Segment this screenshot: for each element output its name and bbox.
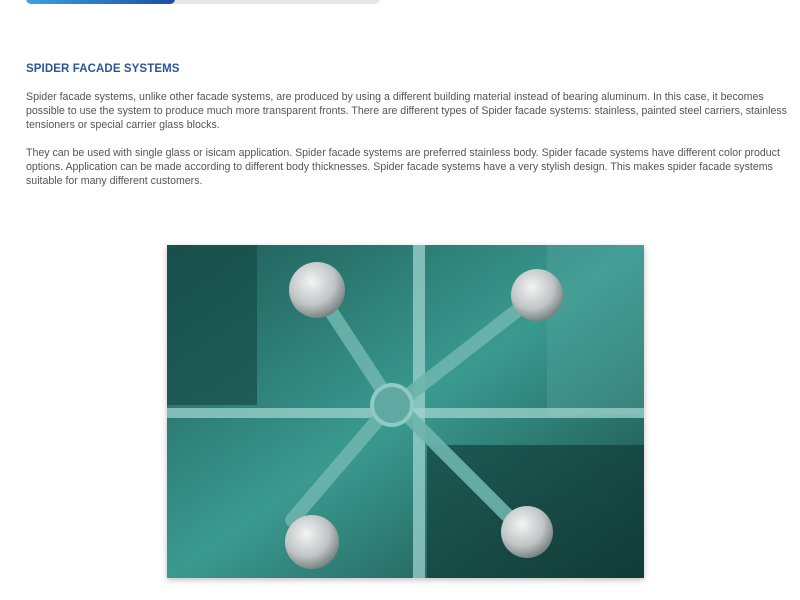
spider-facade-photo	[167, 245, 644, 578]
progress-fill	[26, 0, 175, 4]
paragraph-2: They can be used with single glass or isicam application. Spider facade systems are preferred stainless body. Spider facade systems have different color product options. Application can be made according to different body thicknesses. Spider facade systems have a very stylish design. This makes spider facade systems suitable for many different customers.	[26, 147, 780, 188]
section-title: SPIDER FACADE SYSTEMS	[26, 63, 180, 75]
paragraph-1: Spider facade systems, unlike other facade systems, are produced by using a different building material instead of bearing aluminum. In this case, it becomes possible to use the system to produce much more transparent fronts. There are different types of Spider facade systems: stainless, painted steel carriers, stainless tensioners or special carrier glass blocks.	[26, 91, 787, 132]
reading-progress-bar	[26, 0, 380, 4]
